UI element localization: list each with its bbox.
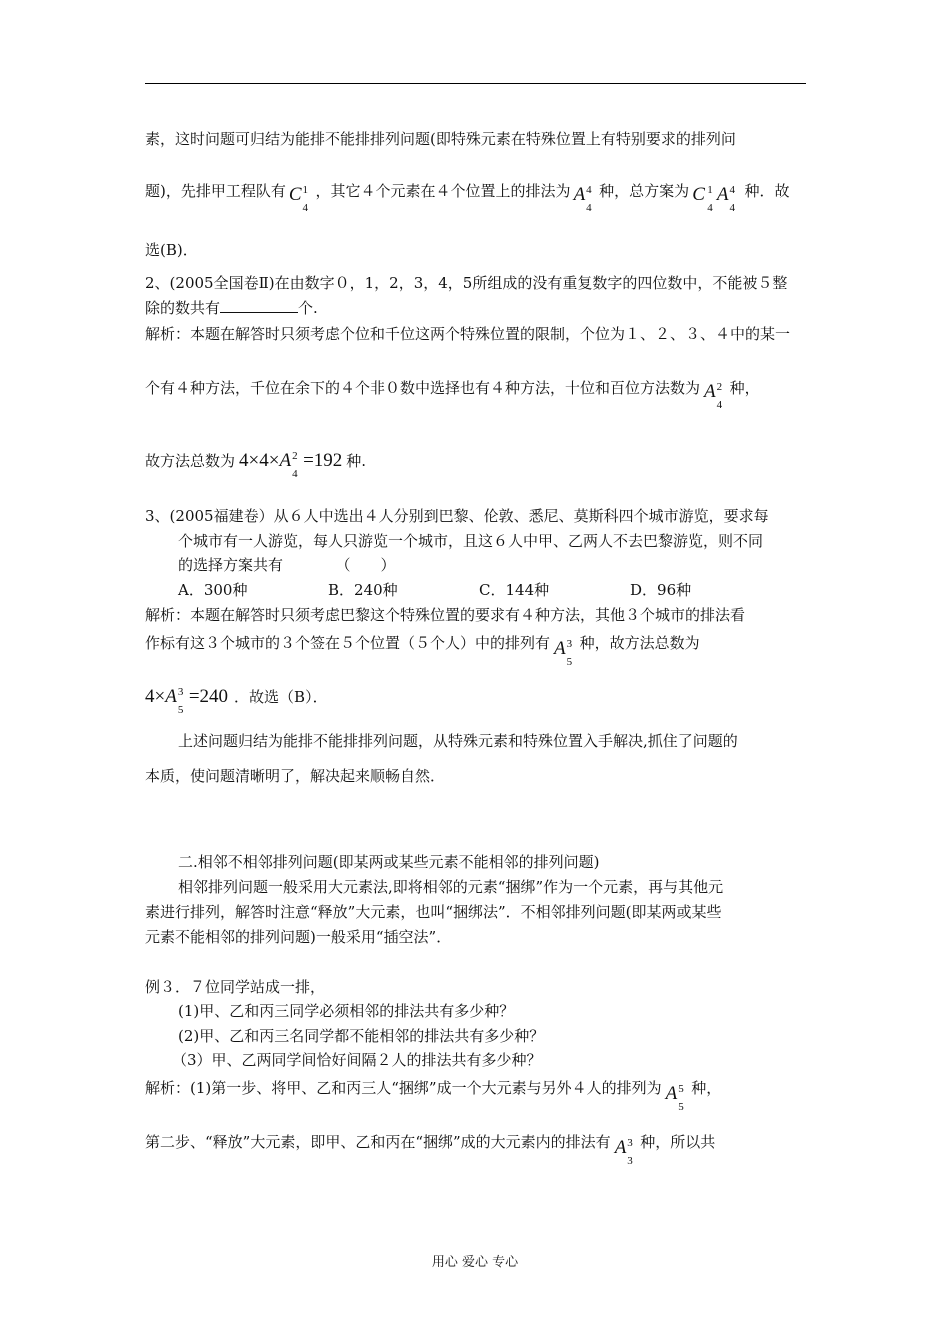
text-segment: 种，故方法总数为 xyxy=(579,634,700,652)
text-line: 本质，使问题清晰明了，解决起来顺畅自然． xyxy=(145,767,446,785)
text-line xyxy=(145,1078,722,1113)
text-line xyxy=(145,1132,716,1167)
text-segment: 种， xyxy=(729,379,760,397)
text-segment: 种，总方案为 xyxy=(599,182,690,200)
text-line: 相邻排列问题一般采用大元素法,即将相邻的元素“捆绑”作为一个元素，再与其他元 xyxy=(178,878,724,896)
math-expression: 4×4×A 2 4 =192 xyxy=(239,450,343,480)
text-segment: 种，所以共 xyxy=(640,1133,716,1151)
text-segment: 第二步、“释放”大元素，即甲、乙和丙在“捆绑”成的大元素内的排法有 xyxy=(145,1133,611,1151)
option-b: B．240种 xyxy=(328,581,398,599)
text-segment: 故方法总数为 xyxy=(145,452,236,470)
text-line: 解析：本题在解答时只须考虑个位和千位这两个特殊位置的限制，个位为１、２、３、４中的某一 xyxy=(145,325,791,343)
answer-blank xyxy=(220,298,298,313)
text-line xyxy=(145,181,790,214)
text-line: 解析：本题在解答时只须考虑巴黎这个特殊位置的要求有４种方法，其他３个城市的排法看 xyxy=(145,606,746,624)
math-c41: C 1 4 xyxy=(288,184,309,214)
example-title: 例３．７位同学站成一排， xyxy=(145,978,326,996)
text-line: 元素不能相邻的排列问题)一般采用“插空法”． xyxy=(145,928,452,946)
text-line: 选(B)． xyxy=(145,241,198,259)
text-segment: 种. xyxy=(346,452,367,470)
text-line xyxy=(145,378,760,411)
text-line: 3、(2005福建卷）从６人中选出４人分别到巴黎、伦敦、悉尼、莫斯科四个城市游览，要求每 xyxy=(145,507,769,525)
section-heading: 二.相邻不相邻排列问题(即某两或某些元素不能相邻的排列问题) xyxy=(178,853,600,871)
math-a44: A 4 4 xyxy=(573,184,592,214)
text-segment: 种， xyxy=(691,1079,722,1097)
option-d: D．96种 xyxy=(630,581,692,599)
option-a: A．300种 xyxy=(178,581,248,599)
math-a53: A 3 5 xyxy=(554,638,573,668)
text-line: 上述问题归结为能排不能排排列问题，从特殊元素和特殊位置入手解决,抓住了问题的 xyxy=(178,732,738,750)
math-a42: A 2 4 xyxy=(704,381,723,411)
text-segment: 作标有这３个城市的３个签在５个位置（５个人）中的排列有 xyxy=(145,634,551,652)
text-segment: 题)，先排甲工程队有 xyxy=(145,182,286,200)
text-segment: 个. xyxy=(298,299,318,317)
math-a33: A 3 3 xyxy=(614,1137,633,1167)
text-line: 2、(2005全国卷Ⅱ)在由数字０，1，2，3，4，5所组成的没有重复数字的四位数中，不能被５整 xyxy=(145,274,788,292)
text-segment: 个有４种方法，千位在余下的４个非０数中选择也有４种方法，十位和百位方法数为 xyxy=(145,379,701,397)
text-line: 素进行排列，解答时注意“释放”大元素，也叫“捆绑法”．不相邻排列问题(即某两或某些 xyxy=(145,903,722,921)
text-line xyxy=(145,450,367,480)
question-2: (2)甲、乙和丙三名同学都不能相邻的排法共有多少种？ xyxy=(178,1027,545,1045)
text-line xyxy=(145,633,700,668)
option-c: C．144种 xyxy=(479,581,550,599)
text-segment: 解析：(1)第一步、将甲、乙和丙三人“捆绑”成一个大元素与另外４人的排列为 xyxy=(145,1079,662,1097)
text-line xyxy=(145,686,328,716)
question-1: (1)甲、乙和丙三同学必须相邻的排法共有多少种？ xyxy=(178,1002,515,1020)
text-segment: ，其它４个元素在４个位置上的排法为 xyxy=(315,182,571,200)
math-a55: A 5 5 xyxy=(665,1083,684,1113)
text-line: 素，这时问题可归结为能排不能排排列问题(即特殊元素在特殊位置上有特别要求的排列问 xyxy=(145,130,736,148)
text-segment: ．故选（B）． xyxy=(234,688,328,706)
math-expression: 4×A 3 5 =240 xyxy=(145,686,229,716)
math-c41a44: C 1 4 A 4 4 xyxy=(692,184,735,214)
text-line: 的选择方案共有 （ ） xyxy=(178,556,396,574)
header-rule xyxy=(145,83,806,84)
page-footer: 用心 爱心 专心 xyxy=(431,1255,519,1270)
text-line: 个城市有一人游览，每人只游览一个城市，且这６人中甲、乙两人不去巴黎游览，则不同 xyxy=(178,532,764,550)
text-segment: 除的数共有 xyxy=(145,299,221,317)
text-segment: 种．故 xyxy=(744,182,790,200)
question-3: （3）甲、乙两同学间恰好间隔２人的排法共有多少种？ xyxy=(172,1051,542,1069)
text-line xyxy=(145,298,318,318)
